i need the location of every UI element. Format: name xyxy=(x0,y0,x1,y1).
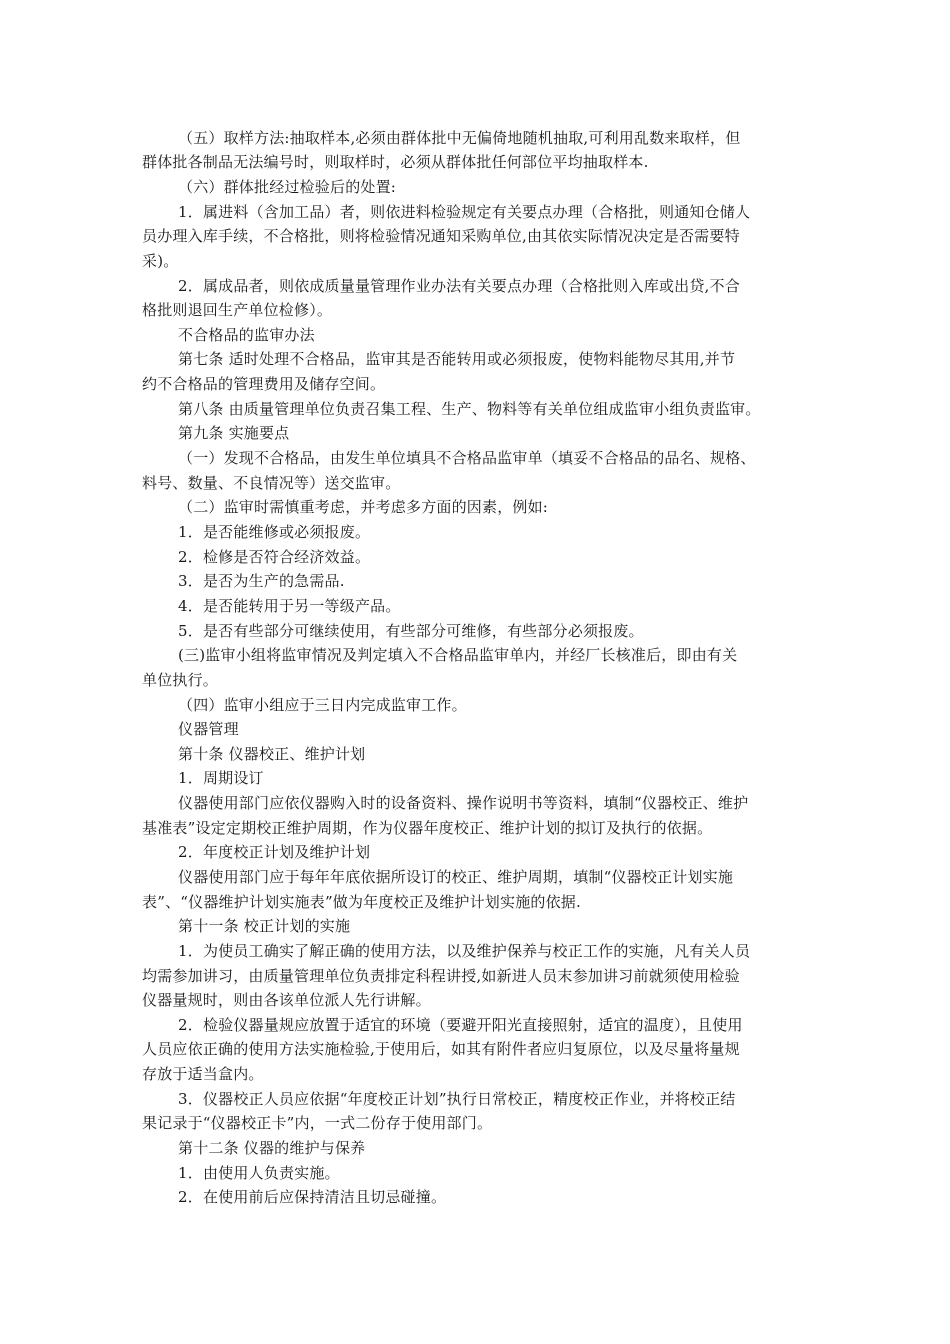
text-line: 果记录于“仪器校正卡”内，一式二份存于使用部门。 xyxy=(142,1114,493,1132)
text-line: 仪器量规时，则由各该单位派人先行讲解。 xyxy=(142,991,431,1009)
text-line: 料号、数量、不良情况等）送交监审。 xyxy=(142,474,401,492)
text-line: 2．检验仪器量规应放置于适宜的环境（要避开阳光直接照射，适宜的温度），且使用 xyxy=(178,1016,743,1034)
text-line: 单位执行。 xyxy=(142,671,219,689)
text-line: （四）监审小组应于三日内完成监审工作。 xyxy=(178,696,467,714)
text-line: 1．为使员工确实了解正确的使用方法，以及维护保养与校正工作的实施，凡有关人员 xyxy=(178,942,751,960)
text-line: （五）取样方法:抽取样本,必须由群体批中无偏倚地随机抽取,可利用乱数来取样，但 xyxy=(178,129,741,147)
list-item: 2．检修是否符合经济效益。 xyxy=(178,548,371,566)
text-line: 基准表”设定定期校正维护周期，作为仪器年度校正、维护计划的拟订及执行的依据。 xyxy=(142,819,713,837)
text-line: 第八条 由质量管理单位负责召集工程、生产、物料等有关单位组成监审小组负责监审。 xyxy=(178,400,761,418)
list-item: 5．是否有些部分可继续使用，有些部分可维修，有些部分必须报废。 xyxy=(178,622,644,640)
list-item: 1．是否能维修或必须报废。 xyxy=(178,523,371,541)
text-line: 第九条 实施要点 xyxy=(178,424,290,442)
text-line: 第十一条 校正计划的实施 xyxy=(178,917,351,935)
text-line: 表”、“仪器维护计划实施表”做为年度校正及维护计划实施的依据. xyxy=(142,893,581,911)
text-line: 1．周期设订 xyxy=(178,769,264,787)
text-line: 采)。 xyxy=(142,252,179,270)
text-line: 仪器使用部门应依仪器购入时的设备资料、操作说明书等资料，填制“仪器校正、维护 xyxy=(178,794,749,812)
section-heading: 仪器管理 xyxy=(178,720,239,738)
text-line: 群体批各制品无法编号时，则取样时，必须从群体批任何部位平均抽取样本. xyxy=(142,153,649,171)
text-line: 第十条 仪器校正、维护计划 xyxy=(178,745,366,763)
list-item: 3．是否为生产的急需品. xyxy=(178,572,345,590)
text-line: 第十二条 仪器的维护与保养 xyxy=(178,1139,366,1157)
text-line: 第七条 适时处理不合格品，监审其是否能转用或必须报废，使物料能物尽其用,并节 xyxy=(178,350,736,368)
section-heading: 不合格品的监审办法 xyxy=(178,326,315,344)
text-line: 仪器使用部门应于每年年底依据所设订的校正、维护周期，填制“仪器校正计划实施 xyxy=(178,868,734,886)
list-item: 1．由使用人负责实施。 xyxy=(178,1164,340,1182)
list-item: 4．是否能转用于另一等级产品。 xyxy=(178,597,401,615)
text-line: 格批则退回生产单位检修）。 xyxy=(142,301,333,319)
text-line: 约不合格品的管理费用及储存空间。 xyxy=(142,375,386,393)
text-line: 存放于适当盒内。 xyxy=(142,1065,264,1083)
text-line: 2．属成品者，则依成质量量管理作业办法有关要点办理（合格批则入库或出贷,不合 xyxy=(178,277,740,295)
text-line: 3．仪器校正人员应依据“年度校正计划”执行日常校正，精度校正作业，并将校正结 xyxy=(178,1090,736,1108)
text-line: 均需参加讲习，由质量管理单位负责排定科程讲授,如新进人员末参加讲习前就须使用检验 xyxy=(142,967,740,985)
text-line: （一）发现不合格品，由发生单位填具不合格品监审单（填妥不合格品的品名、规格、 xyxy=(178,449,756,467)
text-line: （六）群体批经过检验后的处置: xyxy=(178,178,397,196)
list-item: 2．在使用前后应保持清洁且切忌碰撞。 xyxy=(178,1188,447,1206)
text-line: (三)监审小组将监审情况及判定填入不合格品监审单内，并经厂长核准后，即由有关 xyxy=(178,646,738,664)
text-line: 2．年度校正计划及维护计划 xyxy=(178,843,371,861)
text-line: 1．属进料（含加工品）者，则依进料检验规定有关要点办理（合格批，则通知仓储人 xyxy=(178,203,751,221)
text-line: 人员应依正确的使用方法实施检验,于使用后，如其有附件者应归复原位，以及尽量将量规 xyxy=(142,1040,740,1058)
text-line: 员办理入库手续，不合格批，则将检验情况通知采购单位,由其依实际情况决定是否需要特 xyxy=(142,227,740,245)
text-line: （二）监审时需慎重考虑，并考虑多方面的因素，例如: xyxy=(178,498,549,516)
